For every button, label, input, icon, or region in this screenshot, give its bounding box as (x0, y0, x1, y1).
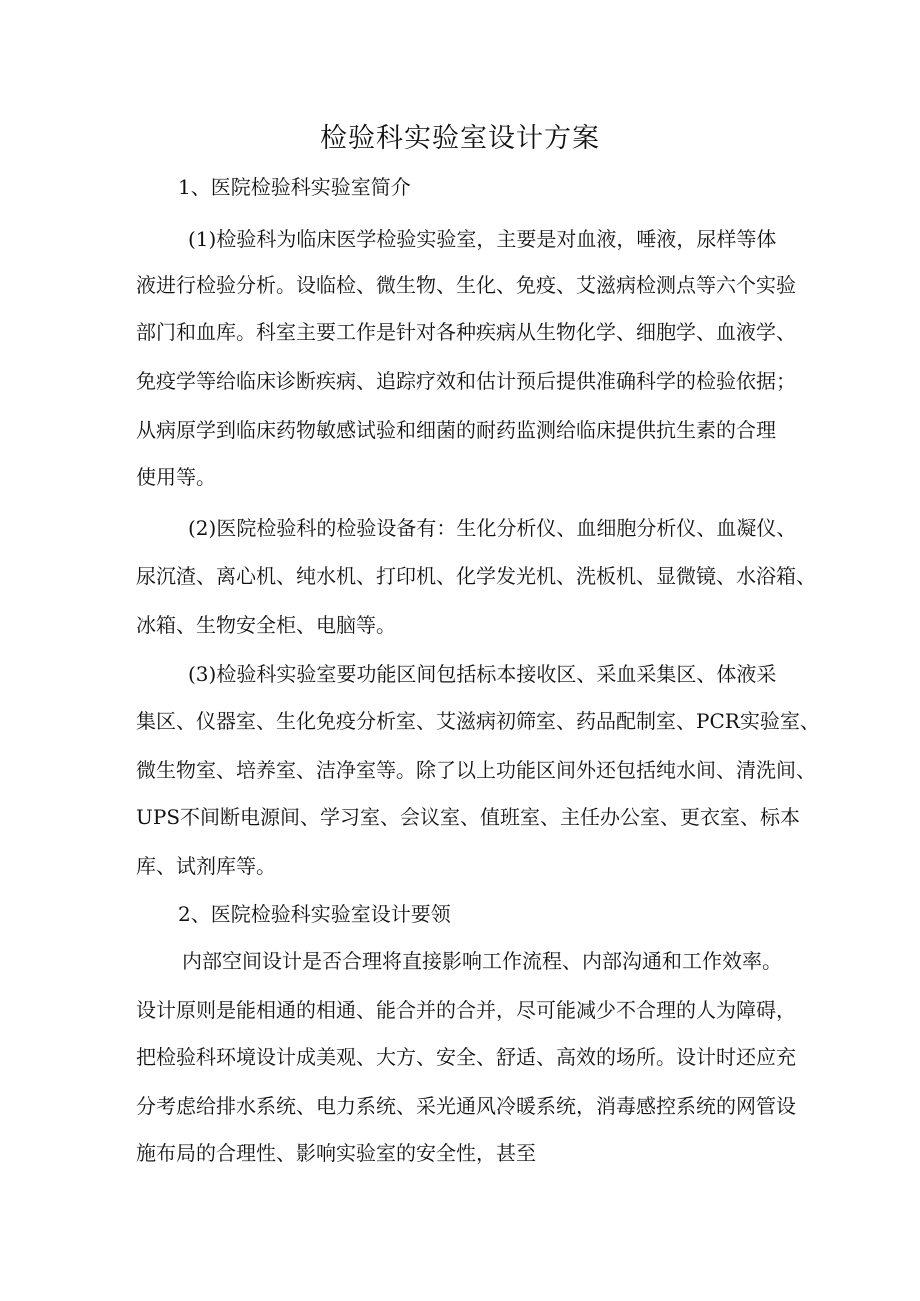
paragraph-3-line-4: UPS不间断电源间、学习室、会议室、值班室、主任办公室、更衣室、标本 (136, 805, 801, 829)
paragraph-1-line-6: 使用等。 (136, 465, 216, 489)
paragraph-1-line-1: (1)检验科为临床医学检验实验室，主要是对血液，唾液，尿样等体 (188, 227, 777, 251)
paragraph-1-line-3: 部门和血库。科室主要工作是针对各种疾病从生物化学、细胞学、血液学、 (136, 320, 796, 344)
heading-2: 2、医院检验科实验室设计要领 (178, 902, 451, 926)
paragraph-2-line-1: (2)医院检验科的检验设备有：生化分析仪、血细胞分析仪、血凝仪、 (188, 516, 797, 540)
document-title: 检验科实验室设计方案 (320, 123, 600, 154)
paragraph-4-line-4: 分考虑给排水系统、电力系统、采光通风冷暖系统，消毒感控系统的网管设 (136, 1094, 796, 1118)
paragraph-2-line-2: 尿沉渣、离心机、纯水机、打印机、化学发光机、洗板机、显微镜、水浴箱、 (136, 564, 816, 588)
paragraph-3-line-1: (3)检验科实验室要功能区间包括标本接收区、采血采集区、体液采 (188, 662, 777, 686)
paragraph-4-line-3: 把检验科环境设计成美观、大方、安全、舒适、高效的场所。设计时还应充 (136, 1045, 796, 1069)
heading-1: 1、医院检验科实验室简介 (178, 175, 411, 199)
paragraph-4-line-1: 内部空间设计是否合理将直接影响工作流程、内部沟通和工作效率。 (182, 949, 782, 973)
paragraph-1-line-5: 从病原学到临床药物敏感试验和细菌的耐药监测给临床提供抗生素的合理 (136, 418, 776, 442)
paragraph-4-line-5: 施布局的合理性、影响实验室的安全性，甚至 (136, 1141, 536, 1165)
paragraph-3-line-3: 微生物室、培养室、洁净室等。除了以上功能区间外还包括纯水间、清洗间、 (136, 758, 816, 782)
paragraph-3-line-2: 集区、仪器室、生化免疫分析室、艾滋病初筛室、药品配制室、PCR实验室、 (136, 709, 820, 733)
paragraph-4-line-2: 设计原则是能相通的相通、能合并的合并，尽可能减少不合理的人为障碍， (136, 998, 796, 1022)
paragraph-1-line-4: 免疫学等给临床诊断疾病、追踪疗效和估计预后提供准确科学的检验依据； (136, 369, 796, 393)
paragraph-2-line-3: 冰箱、生物安全柜、电脑等。 (136, 613, 396, 637)
paragraph-3-line-5: 库、试剂库等。 (136, 854, 276, 878)
paragraph-1-line-2: 液进行检验分析。设临检、微生物、生化、免疫、艾滋病检测点等六个实验 (136, 273, 796, 297)
